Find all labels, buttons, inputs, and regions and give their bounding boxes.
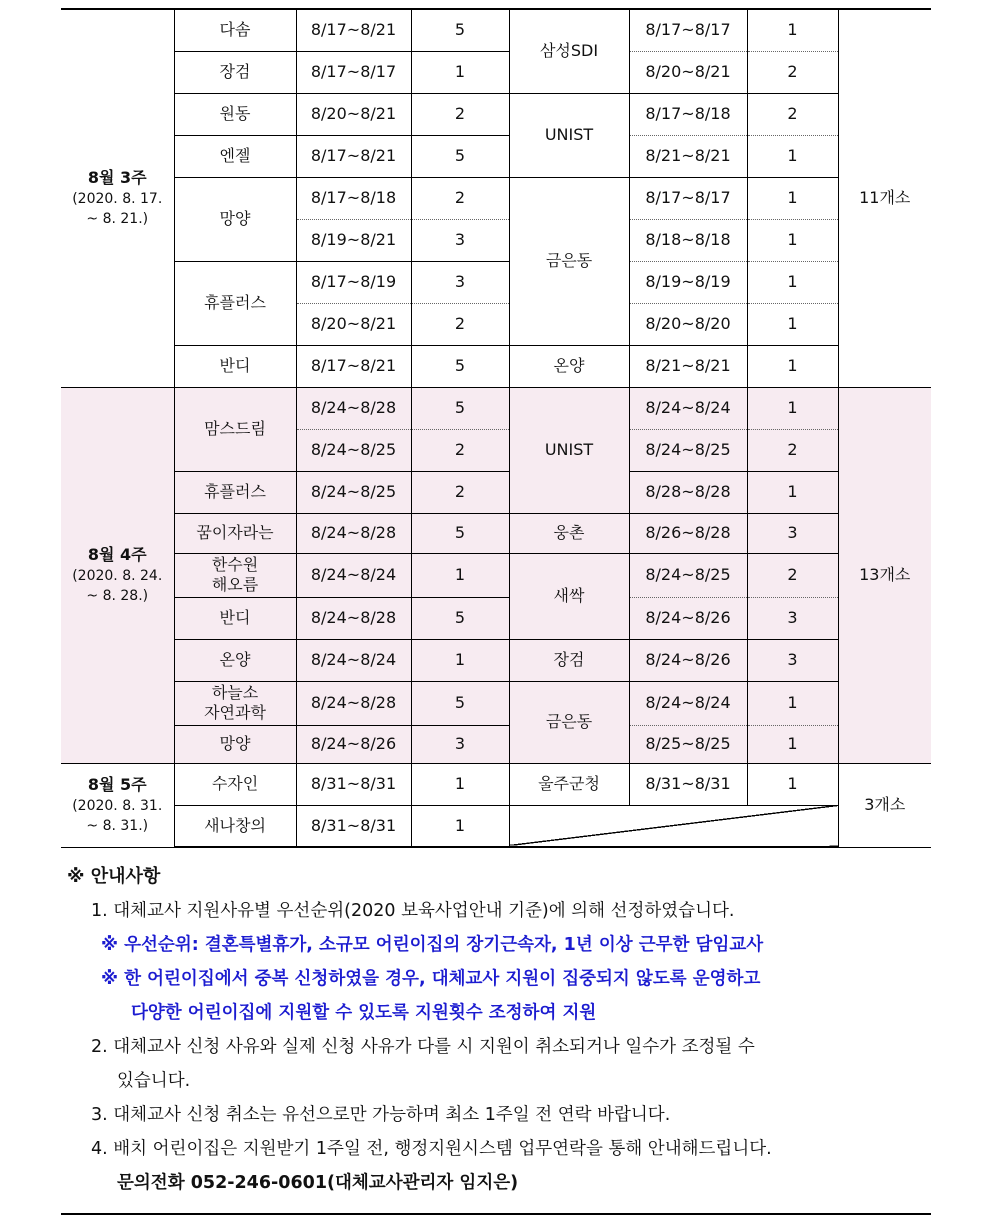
- date-range: 8/24~8/26: [629, 597, 747, 639]
- date-range: 8/17~8/18: [296, 177, 411, 219]
- date-range: 8/20~8/21: [296, 303, 411, 345]
- date-range: 8/17~8/17: [629, 177, 747, 219]
- date-range: 8/24~8/25: [296, 429, 411, 471]
- center-name: 원동: [174, 93, 296, 135]
- notes-section: [61, 860, 931, 1200]
- day-count: 1: [411, 639, 509, 681]
- date-range: 8/31~8/31: [629, 763, 747, 805]
- center-name: 다솜: [174, 9, 296, 51]
- week-label-cell: 8월 5주 (2020. 8. 31. ~ 8. 31.): [61, 763, 174, 847]
- day-count: 2: [411, 429, 509, 471]
- date-range: 8/24~8/26: [629, 639, 747, 681]
- center-name: 엔젤: [174, 135, 296, 177]
- day-count: 1: [747, 9, 838, 51]
- date-range: 8/17~8/17: [296, 51, 411, 93]
- date-range: 8/31~8/31: [296, 805, 411, 847]
- week-total: 13개소: [838, 387, 931, 763]
- center-name: 휴플러스: [174, 471, 296, 513]
- day-count: 1: [747, 177, 838, 219]
- day-count: 3: [411, 219, 509, 261]
- day-count: 3: [411, 261, 509, 303]
- day-count: 5: [411, 345, 509, 387]
- date-range: 8/25~8/25: [629, 725, 747, 763]
- note-duplicate: ※ 한 어린이집에서 중복 신청하였을 경우, 대체교사 지원이 집중되지 않도록 운영하고: [101, 969, 761, 989]
- date-range: 8/17~8/17: [629, 9, 747, 51]
- date-range: 8/31~8/31: [296, 763, 411, 805]
- day-count: 1: [747, 345, 838, 387]
- schedule-table: [61, 8, 931, 848]
- note-item-4: 4. 배치 어린이집은 지원받기 1주일 전, 행정지원시스템 업무연락을 통해 안내해드립니다.: [91, 1139, 772, 1159]
- center-name: 금은동: [509, 177, 629, 345]
- day-count: 1: [747, 471, 838, 513]
- date-range: 8/24~8/24: [629, 387, 747, 429]
- date-range: 8/24~8/24: [296, 553, 411, 597]
- date-range: 8/24~8/28: [296, 597, 411, 639]
- day-count: 1: [747, 261, 838, 303]
- center-name: 새싹: [509, 553, 629, 639]
- day-count: 3: [747, 513, 838, 553]
- day-count: 1: [411, 553, 509, 597]
- day-count: 2: [411, 471, 509, 513]
- day-count: 2: [411, 303, 509, 345]
- date-range: 8/26~8/28: [629, 513, 747, 553]
- date-range: 8/20~8/20: [629, 303, 747, 345]
- week-label-cell: 8월 3주 (2020. 8. 17. ~ 8. 21.): [61, 9, 174, 387]
- day-count: 1: [411, 51, 509, 93]
- day-count: 2: [747, 429, 838, 471]
- day-count: 2: [411, 93, 509, 135]
- day-count: 3: [747, 639, 838, 681]
- center-name: 장검: [174, 51, 296, 93]
- date-range: 8/19~8/21: [296, 219, 411, 261]
- day-count: 5: [411, 387, 509, 429]
- note-item-2: 2. 대체교사 신청 사유와 실제 신청 사유가 다를 시 지원이 취소되거나 일수가 조정될 수: [91, 1037, 755, 1057]
- empty-diagonal-cell: [509, 805, 838, 847]
- date-range: 8/18~8/18: [629, 219, 747, 261]
- note-duplicate-cont: 다양한 어린이집에 지원할 수 있도록 지원횟수 조정하여 지원: [131, 1003, 597, 1023]
- center-name: 새나창의: [174, 805, 296, 847]
- date-range: 8/21~8/21: [629, 345, 747, 387]
- center-name: 금은동: [509, 681, 629, 763]
- center-name: 꿈이자라는: [174, 513, 296, 553]
- date-range: 8/24~8/28: [296, 681, 411, 725]
- date-range: 8/17~8/21: [296, 345, 411, 387]
- day-count: 5: [411, 681, 509, 725]
- center-name: 울주군청: [509, 763, 629, 805]
- date-range: 8/17~8/21: [296, 9, 411, 51]
- center-name: 망양: [174, 725, 296, 763]
- bottom-rule: [61, 1213, 931, 1215]
- date-range: 8/17~8/18: [629, 93, 747, 135]
- center-name: 온양: [174, 639, 296, 681]
- center-name: 하늘소 자연과학: [174, 681, 296, 725]
- note-item-3: 3. 대체교사 신청 취소는 유선으로만 가능하며 최소 1주일 전 연락 바랍니다.: [91, 1105, 671, 1125]
- center-name: 삼성SDI: [509, 9, 629, 93]
- center-name: 한수원 해오름: [174, 553, 296, 597]
- notes-heading: ※ 안내사항: [67, 866, 161, 887]
- note-item-2-cont: 있습니다.: [117, 1071, 191, 1091]
- center-name: 휴플러스: [174, 261, 296, 345]
- day-count: 1: [747, 681, 838, 725]
- day-count: 2: [747, 51, 838, 93]
- date-range: 8/24~8/25: [629, 553, 747, 597]
- week-total: 3개소: [838, 763, 931, 847]
- date-range: 8/24~8/24: [629, 681, 747, 725]
- date-range: 8/24~8/28: [296, 387, 411, 429]
- date-range: 8/24~8/25: [296, 471, 411, 513]
- center-name: 망양: [174, 177, 296, 261]
- center-name: 반디: [174, 345, 296, 387]
- date-range: 8/24~8/24: [296, 639, 411, 681]
- contact-phone: 문의전화 052-246-0601(대체교사관리자 임지은): [117, 1173, 519, 1193]
- date-range: 8/21~8/21: [629, 135, 747, 177]
- day-count: 3: [411, 725, 509, 763]
- center-name: 반디: [174, 597, 296, 639]
- day-count: 1: [747, 725, 838, 763]
- center-name: UNIST: [509, 93, 629, 177]
- date-range: 8/17~8/19: [296, 261, 411, 303]
- day-count: 2: [411, 177, 509, 219]
- date-range: 8/24~8/28: [296, 513, 411, 553]
- date-range: 8/24~8/25: [629, 429, 747, 471]
- center-name: UNIST: [509, 387, 629, 513]
- day-count: 5: [411, 513, 509, 553]
- date-range: 8/17~8/21: [296, 135, 411, 177]
- date-range: 8/28~8/28: [629, 471, 747, 513]
- day-count: 1: [747, 135, 838, 177]
- day-count: 5: [411, 135, 509, 177]
- day-count: 1: [747, 763, 838, 805]
- center-name: 장검: [509, 639, 629, 681]
- day-count: 1: [411, 763, 509, 805]
- date-range: 8/20~8/21: [296, 93, 411, 135]
- date-range: 8/24~8/26: [296, 725, 411, 763]
- day-count: 3: [747, 597, 838, 639]
- center-name: 맘스드림: [174, 387, 296, 471]
- center-name: 온양: [509, 345, 629, 387]
- center-name: 수자인: [174, 763, 296, 805]
- center-name: 웅촌: [509, 513, 629, 553]
- day-count: 5: [411, 9, 509, 51]
- day-count: 1: [747, 387, 838, 429]
- day-count: 2: [747, 553, 838, 597]
- date-range: 8/19~8/19: [629, 261, 747, 303]
- day-count: 5: [411, 597, 509, 639]
- day-count: 1: [747, 303, 838, 345]
- week-total: 11개소: [838, 9, 931, 387]
- date-range: 8/20~8/21: [629, 51, 747, 93]
- week-label-cell: 8월 4주 (2020. 8. 24. ~ 8. 28.): [61, 387, 174, 763]
- day-count: 2: [747, 93, 838, 135]
- day-count: 1: [747, 219, 838, 261]
- day-count: 1: [411, 805, 509, 847]
- note-item-1: 1. 대체교사 지원사유별 우선순위(2020 보육사업안내 기준)에 의해 선정하였습니다.: [91, 901, 735, 921]
- note-priority: ※ 우선순위: 결혼특별휴가, 소규모 어린이집의 장기근속자, 1년 이상 근무한 담임교사: [101, 935, 764, 955]
